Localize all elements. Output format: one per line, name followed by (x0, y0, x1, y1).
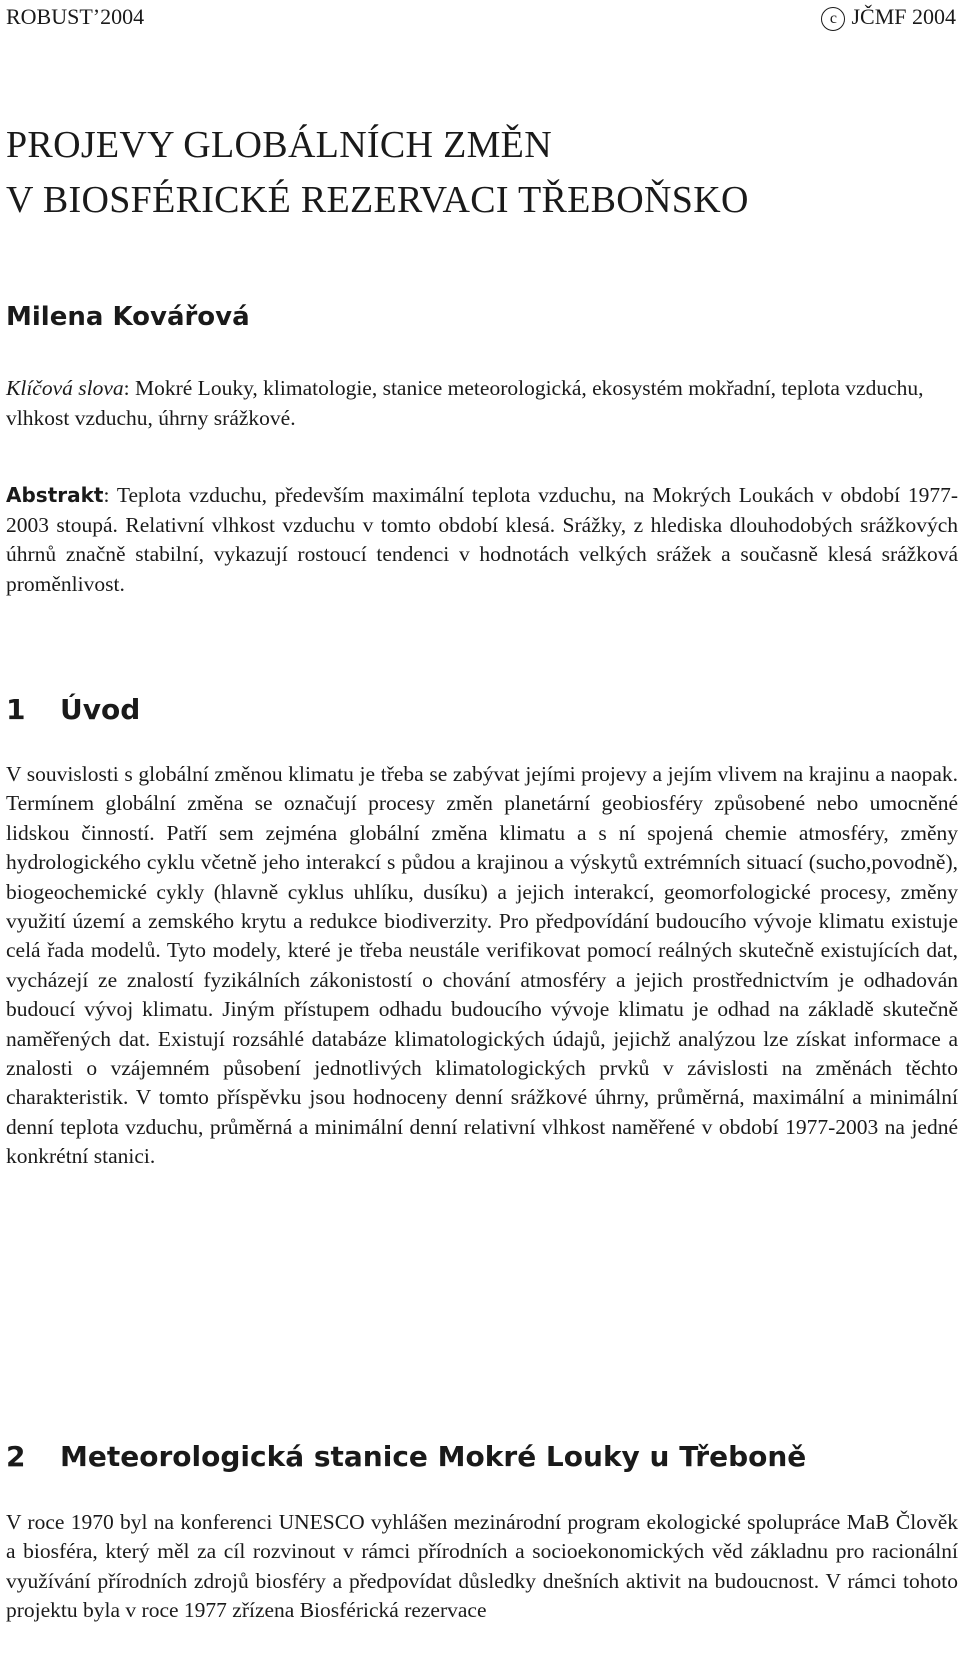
copyright-notice (821, 4, 956, 31)
paper-title (6, 118, 749, 228)
keywords-text: : Mokré Louky, klimatologie, stanice meteorologická, ekosystém mokřadní, teplota vzduchu, vlhkost vzduchu, úhrny srážkové. (6, 376, 924, 430)
copyright-icon: c (821, 7, 845, 31)
abstract (6, 481, 958, 599)
section-paragraph-station: V roce 1970 byl na konferenci UNESCO vyhlášen mezinárodní program ekologické spolupráce MaB Člověk a biosféra, který měl za cíl rozvinout v rámci přírodních a socioekonomických věd základnu pro racionální využívání přírodních zdrojů biosféry a předpovídat důsledky dnešních aktivit na budoucnost. V rámci tohoto projektu byla v roce 1977 zřízena Biosférická rezervace (6, 1510, 958, 1623)
title-line-1: PROJEVY GLOBÁLNÍCH ZMĚN (6, 124, 552, 166)
section-heading-intro (6, 693, 140, 726)
section-number: 2 (6, 1440, 26, 1473)
abstract-text: : Teplota vzduchu, především maximální teplota vzduchu, na Mokrých Loukách v období 1977-2003 stoupá. Relativní vlhkost vzduchu v tomto období klesá. Srážky, z hlediska dlouhodobých srážkových úhrnů značně stabilní, vykazují rostoucí tendenci v hodnotách velkých srážek a současně klesá srážková proměnlivost. (6, 483, 958, 596)
abstract-label: Abstrakt (6, 483, 104, 507)
section-number: 1 (6, 693, 26, 726)
journal-label: ROBUST’2004 (6, 4, 145, 29)
keywords-label: Klíčová slova (6, 376, 124, 400)
running-header (6, 4, 956, 34)
publisher-label: JČMF 2004 (851, 4, 956, 29)
section-title: Úvod (60, 693, 141, 726)
title-line-2: V BIOSFÉRICKÉ REZERVACI TŘEBOŇSKO (6, 179, 749, 221)
author-name: Milena Kovářová (6, 302, 250, 332)
section-paragraph-intro: V souvislosti s globální změnou klimatu je třeba se zabývat jejími projevy a jejím vlivem na krajinu a naopak. Termínem globální změna se označují procesy změn planetární geobiosféry způsobené nebo umocněné lidskou činností. Patří sem zejména globální změna klimatu a s ní spojená chemie atmosféry, změny hydrologického cyklu včetně jeho interakcí s půdou a krajinou a výskytů extrémních situací (sucho,povodně), biogeochemické cykly (hlavně cyklus uhlíku, dusíku) a jejich interakcí, geomorfologické procesy, změny využití území a zemského krytu a redukce biodiverzity. Pro předpovídání budoucího vývoje klimatu existuje celá řada modelů. Tyto modely, které je třeba neustále verifikovat pomocí reálných skutečně existujících dat, vycházejí ze znalostí fyzikálních zákonistostí o chování atmosféry a jejich prostřednictvím je odhadován budoucí vývoj klimatu. Jiným přístupem odhadu budoucího vývoje klimatu je odhad na základě skutečně naměřených dat. Existují rozsáhlé databáze klimatologických údajů, jejichž analýzou lze získat informace a znalosti o vzájemném působení jednotlivých klimatologických prvků v závislosti na změnách těchto charakteristik. V tomto příspěvku jsou hodnoceny denní srážkové úhrny, průměrná, maximální a minimální denní teplota vzduchu, průměrná a minimální denní relativní vlhkost naměřené v období 1977-2003 na jedné konkrétní stanici. (6, 762, 958, 1169)
keywords (6, 374, 958, 433)
section-title: Meteorologická stanice Mokré Louky u Třeboně (60, 1440, 807, 1473)
section-heading-station (6, 1440, 806, 1473)
